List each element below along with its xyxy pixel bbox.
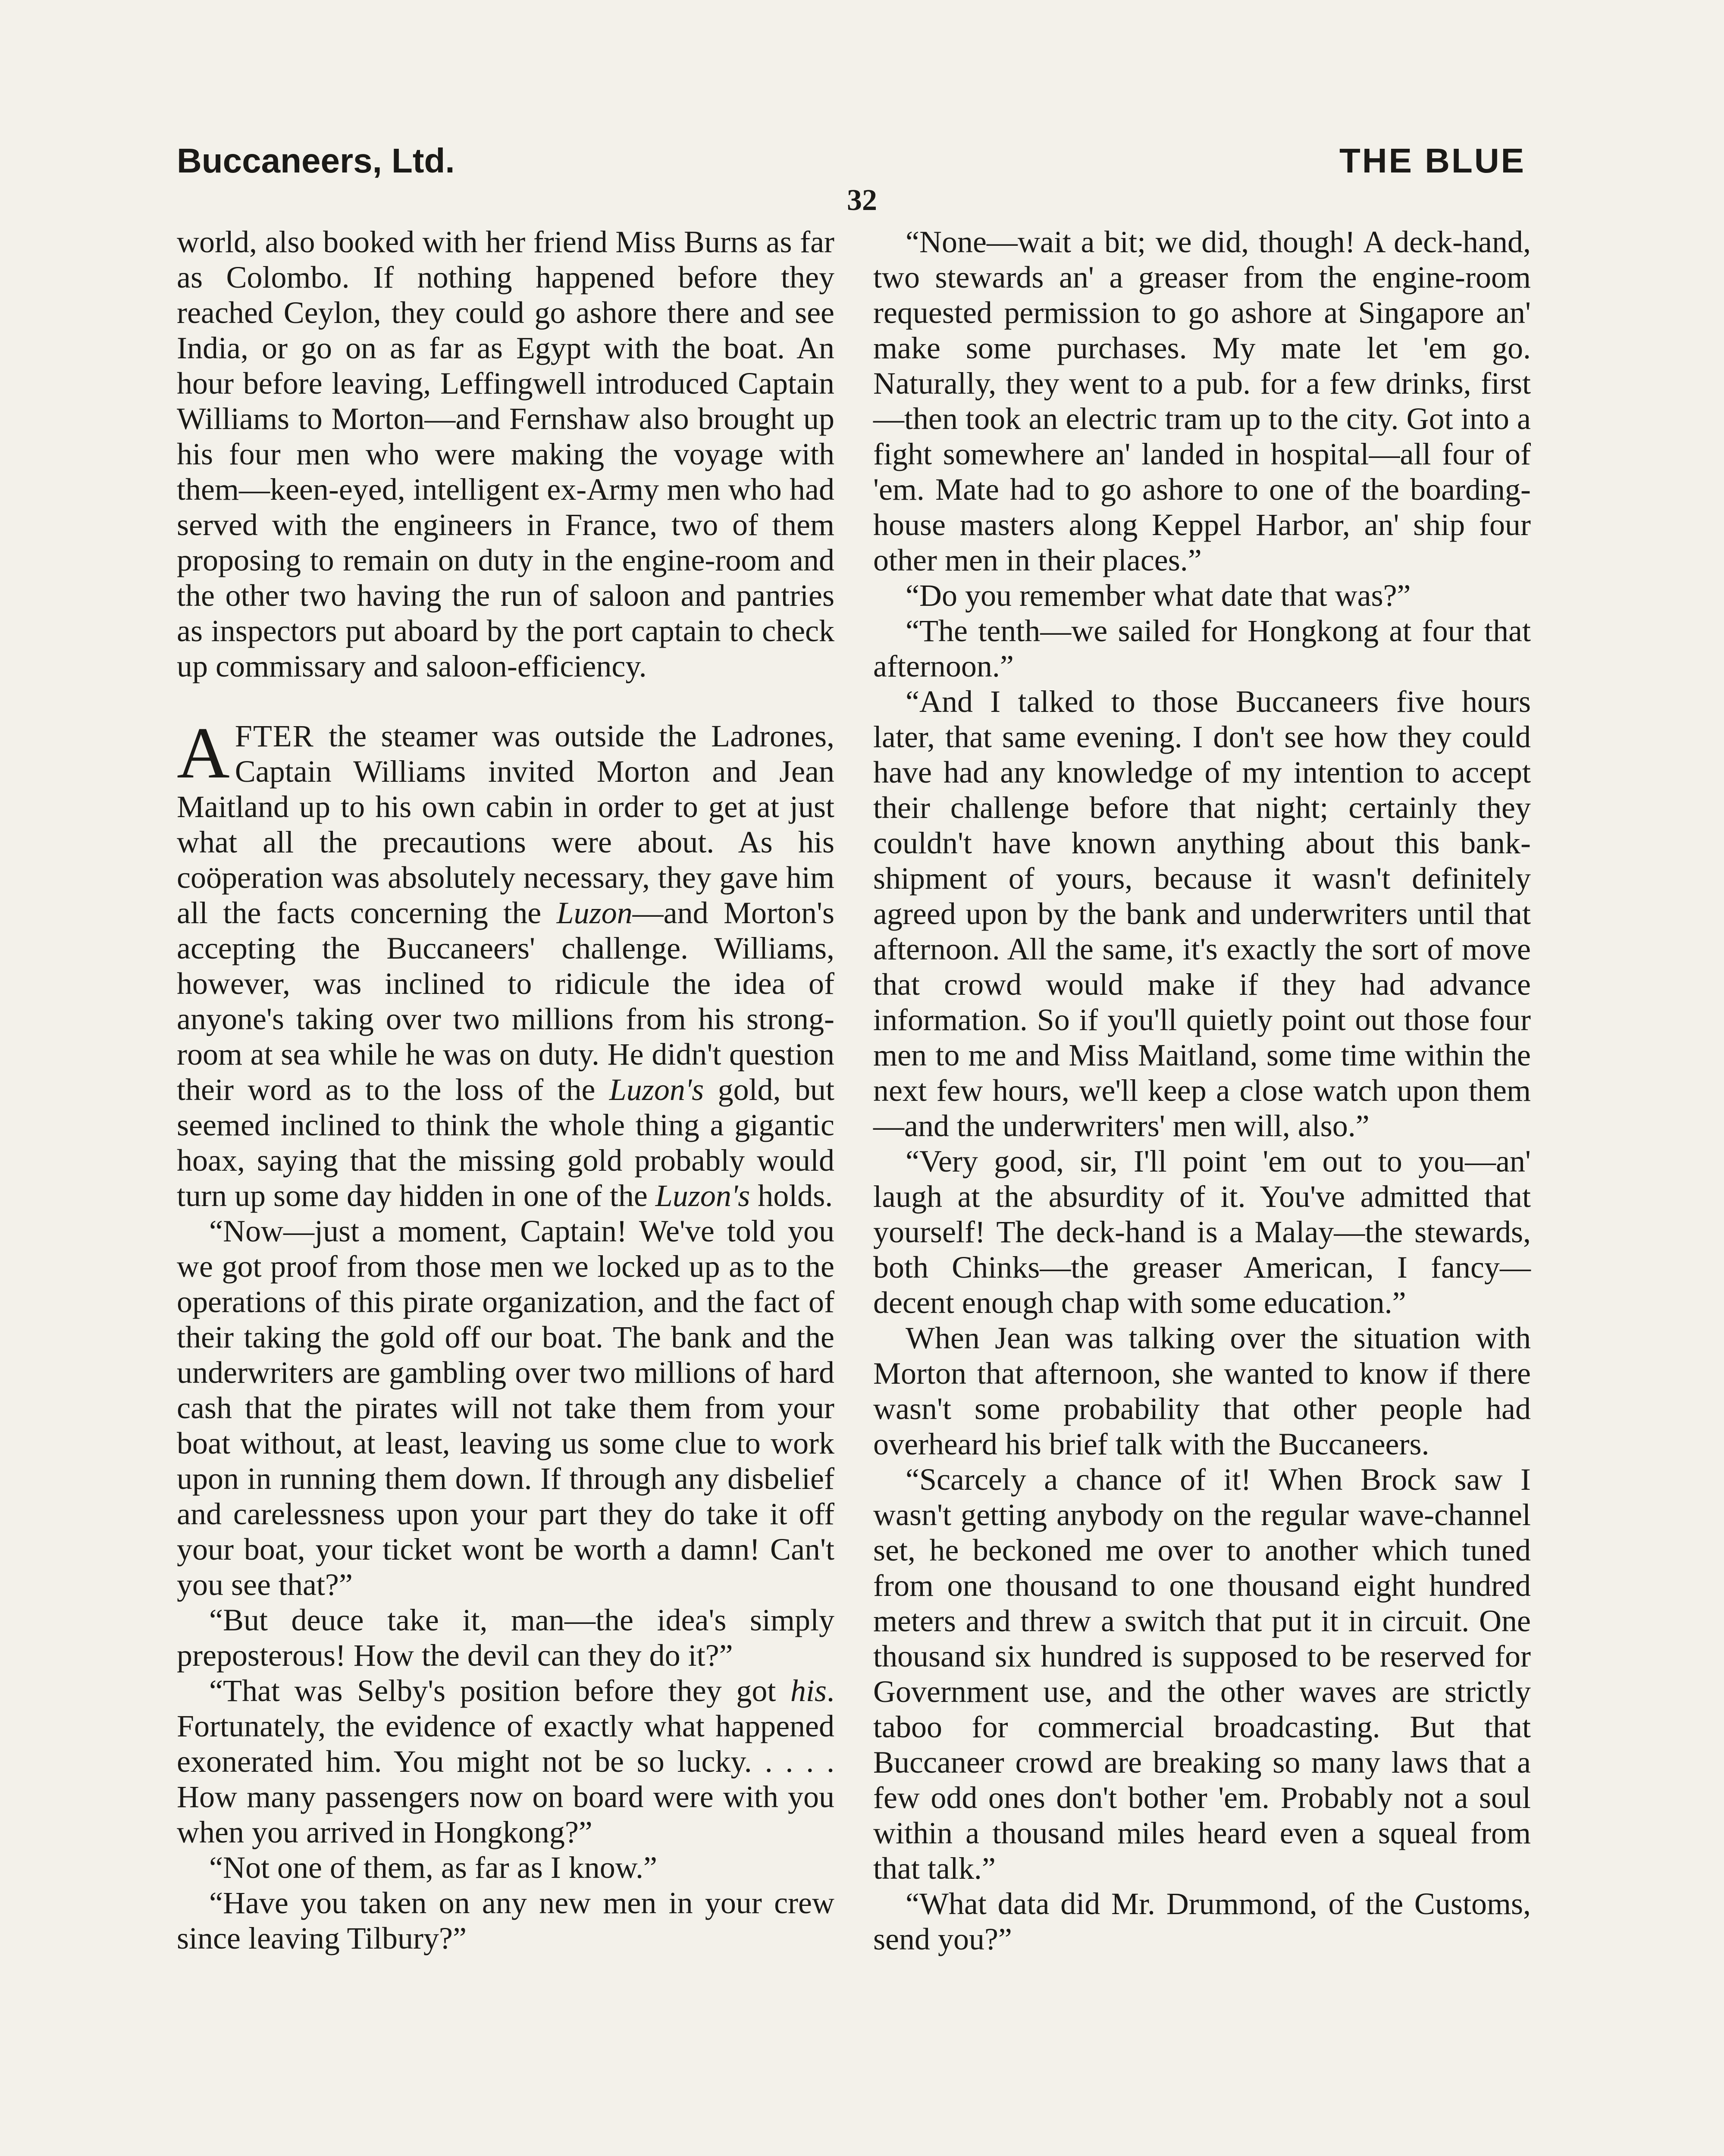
paragraph: “Have you taken on any new men in your crew since leaving Tilbury?” [177, 1886, 834, 1955]
text-run: the steamer was outside the Ladrones, Captain Williams invited Morton and Jean Maitland up to his own cabin in order to get at just what all the precautions were about. As his coöperation was absolutely necessary, they gave him all the facts concerning the [177, 719, 834, 930]
paragraph: “What data did Mr. Drummond, of the Customs, send you?” [873, 1887, 1531, 1956]
italic-ship-name: Luzon's [655, 1178, 750, 1213]
paragraph: “But deuce take it, man—the idea's simply preposterous! How the devil can they do it?” [177, 1603, 834, 1673]
section-paragraph [177, 712, 834, 1213]
paragraph: “Now—just a moment, Captain! We've told you we got proof from those men we locked up as to the operations of this pirate organization, and the fact of their taking the gold off our boat. The bank and the underwriters are gambling over two millions of hard cash that the pirates will not take them from your boat without, at least, leaving us some clue to work upon in running them down. If through any disbelief and carelessness upon your part they do take it off your boat, your ticket wont be worth a damn! Can't you see that?” [177, 1214, 834, 1602]
right-column [873, 224, 1531, 1957]
text-run: gold, but seemed inclined to think the whole thing a gigantic hoax, saying that the missing gold probably would turn up some day hidden in one of the [177, 1072, 834, 1213]
left-column [177, 224, 834, 1956]
text-run: “That was Selby's position before they got [209, 1673, 790, 1708]
page-number: 32 [847, 184, 877, 217]
italic-ship-name: Luzon's [609, 1072, 704, 1107]
story-title: Buccaneers, Ltd. [177, 141, 455, 180]
paragraph: “Not one of them, as far as I know.” [209, 1850, 657, 1885]
magazine-title: THE BLUE [1339, 141, 1526, 180]
paragraph [177, 1673, 834, 1850]
paragraph: world, also booked with her friend Miss Burns as far as Colombo. If nothing happened before they reached Ceylon, they could go ashore there and see India, or go on as far as Egypt with the boat. An hour before leaving, Leffingwell introduced Captain Williams to Morton—and Fernshaw also brought up his four men who were making the voyage with them—keen-eyed, intelligent ex-Army men who had served with the engineers in France, two of them proposing to remain on duty in the engine-room and the other two having the run of saloon and pantries as inspectors put aboard by the port captain to check up commissary and saloon-efficiency. [177, 225, 834, 683]
drop-cap: A [177, 712, 230, 793]
text-run: holds. [750, 1178, 833, 1213]
paragraph: “The tenth—we sailed for Hongkong at four that afternoon.” [873, 614, 1531, 683]
italic-ship-name: Luzon [556, 896, 633, 930]
paragraph: “Do you remember what date that was?” [906, 578, 1411, 613]
paragraph: “Very good, sir, I'll point 'em out to you—an' laugh at the absurdity of it. You've admitted that yourself! The deck-hand is a Malay—the stewards, both Chinks—the greaser American, I fancy—decent enough chap with some education.” [873, 1144, 1531, 1320]
paragraph: “And I talked to those Buccaneers five hours later, that same evening. I don't see how they could have had any knowledge of my intention to accept their challenge before that night; certainly they couldn't have known anything about this bank-shipment of yours, because it wasn't definitely agreed upon by the bank and underwriters until that afternoon. All the same, it's exactly the sort of move that crowd would make if they had advance information. So if you'll quietly point out those four men to me and Miss Maitland, some time within the next few hours, we'll keep a close watch upon them—and the underwriters' men will, also.” [873, 684, 1531, 1143]
small-caps-lead: FTER [235, 719, 314, 753]
text-run: —and Morton's accepting the Buccaneers' challenge. Williams, however, was inclined to ridicule the idea of anyone's taking over two millions from his strong-room at sea while he was on duty. He didn't question their word as to the loss of the [177, 896, 834, 1107]
paragraph: When Jean was talking over the situation with Morton that afternoon, she wanted to know if there wasn't some probability that other people had overheard his brief talk with the Buccaneers. [873, 1321, 1531, 1461]
paragraph: “None—wait a bit; we did, though! A deck-hand, two stewards an' a greaser from the engine-room requested permission to go ashore at Singapore an' make some purchases. My mate let 'em go. Naturally, they went to a pub. for a few drinks, first —then took an electric tram up to the city. Got into a fight somewhere an' landed in hospital—all four of 'em. Mate had to go ashore to one of the boarding-house masters along Keppel Harbor, an' ship four other men in their places.” [873, 225, 1531, 577]
paragraph: “Scarcely a chance of it! When Brock saw I wasn't getting anybody on the regular wave-channel set, he beckoned me over to another which tuned from one thousand to one thousand eight hundred meters and threw a switch that put it in circuit. One thousand six hundred is supposed to be reserved for Government use, and the other waves are strictly taboo for commercial broadcasting. But that Buccaneer crowd are breaking so many laws that a few odd ones don't bother 'em. Probably not a soul within a thousand miles heard even a squeal from that talk.” [873, 1462, 1531, 1886]
italic-word: his [790, 1673, 827, 1708]
running-header [177, 137, 1526, 185]
text-run: . Fortunately, the evidence of exactly what happened exonerated him. You might not be so lucky. . . . . How many passengers now on board were with you when you arrived in Hongkong?” [177, 1673, 834, 1849]
